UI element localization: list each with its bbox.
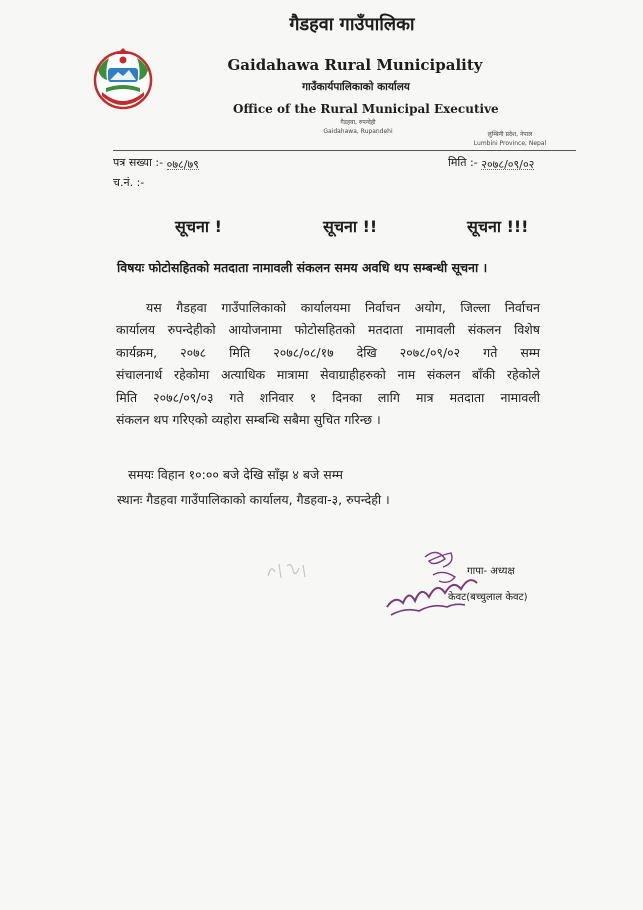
signatory-name: केवट(बच्चुलाल केवट): [448, 592, 528, 603]
body-line-6: संकलन थप गरिएको व्यहोरा सम्बन्धि सबैमा सुचित गरिन्छ ।: [116, 412, 381, 428]
nepal-government-emblem-icon: [92, 46, 154, 112]
event-time: समयः विहान १०:०० बजे देखि साँझ ४ बजे सम्म: [128, 467, 343, 482]
reference-number: [113, 155, 199, 170]
handwritten-signature: [385, 545, 505, 620]
dispatch-number: [113, 175, 144, 190]
executive-office-np: गाउँकार्यपालिकाको कार्यालय: [302, 81, 410, 93]
office-name-en: Gaidahawa Rural Municipality: [227, 56, 483, 74]
notice-heading-1: सूचना !: [175, 217, 222, 236]
body-line-1: यस गैडहवा गाउँपालिकाको कार्यालयमा निर्वाचन अयोग, जिल्ला निर्वाचन: [146, 300, 540, 315]
letter-date: [448, 155, 534, 170]
date-label: मिति :-: [448, 156, 478, 169]
subject-line: विषयः फोटोसहितको मतदाता नामावली संकलन समय अवधि थप सम्बन्धी सूचना ।: [117, 260, 488, 275]
address-block: [318, 118, 398, 136]
reference-label: पत्र सख्या :-: [113, 156, 164, 169]
office-name-np: गैडहवा गाउँपालिका: [289, 14, 415, 35]
notice-heading-3: सूचना !!!: [467, 217, 529, 236]
executive-office-en: Office of the Rural Municipal Executive: [233, 102, 499, 116]
dispatch-label: च.नं. :-: [113, 176, 145, 189]
date-value: २०७८/०९/०२: [481, 158, 535, 171]
signatory-title: गापा- अध्यक्ष: [467, 566, 515, 577]
event-place: स्थानः गैडहवा गाउँपालिकाको कार्यालय, गैडहवा-३, रुपन्देही ।: [117, 492, 390, 507]
province-np: लुम्बिनी प्रदेश, नेपाल: [487, 131, 533, 138]
body-line-3: कार्यक्रम, २०७८ मिति २०७८/०८/१७ देखि २०७८/०९/०२ गते सम्म: [116, 344, 540, 360]
notice-heading-2: सूचना !!: [323, 217, 378, 236]
faint-stamp-mark: [265, 560, 315, 580]
header-divider: [113, 150, 576, 151]
body-line-2: कार्यालय रुपन्देहीको आयोजनामा फोटोसहितको मतदाता नामावली संकलन विशेष: [116, 322, 540, 338]
body-line-5: मिति २०७८/०९/०३ गते शनिवार १ दिनका लागि मात्र मतदाता नामावली: [116, 389, 540, 405]
reference-value: ०७८/७९: [166, 158, 199, 171]
province-block: [465, 130, 555, 148]
address-np: गैडहवा, रुपन्देही: [340, 119, 376, 126]
body-paragraph: [116, 297, 540, 431]
address-en: Gaidahawa, Rupandehi: [323, 128, 393, 135]
province-en: Lumbini Province, Nepal: [473, 140, 547, 147]
body-line-4: संचालनार्थ रहेकोमा अत्याधिक मात्रामा सेवाग्राहीहरुको नाम संकलन बाँकी रहेकोले: [116, 367, 540, 383]
